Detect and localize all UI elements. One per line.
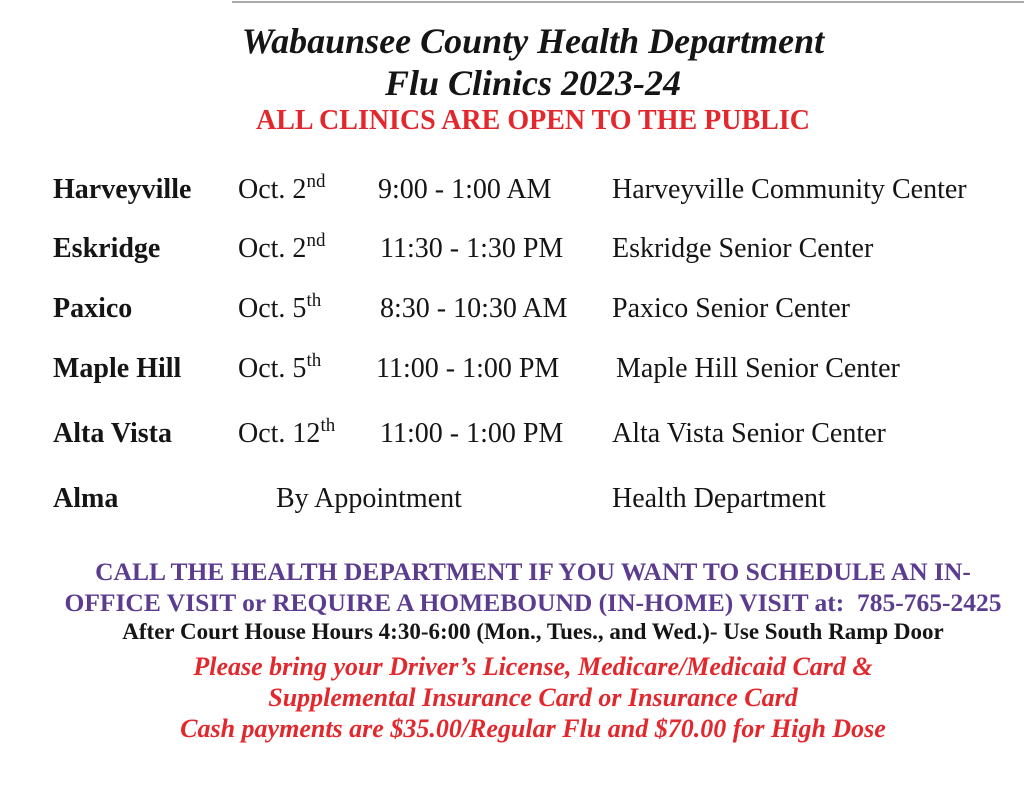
clinic-date-suffix: th (306, 290, 322, 311)
clinic-row-paxico (0, 290, 1024, 324)
phone-number: 785-765-2425 (857, 588, 1002, 617)
clinic-date (238, 171, 326, 205)
clinic-time: 11:30 - 1:30 PM (380, 233, 564, 264)
clinic-time: 11:00 - 1:00 PM (376, 353, 560, 384)
clinic-date-suffix: nd (306, 230, 326, 251)
clinic-location: Paxico (53, 293, 133, 324)
clinic-location: Alta Vista (53, 418, 172, 449)
clinic-venue: Harveyville Community Center (612, 174, 967, 205)
clinic-time: 8:30 - 10:30 AM (380, 293, 568, 324)
clinic-location: Harveyville (53, 174, 192, 205)
after-hours-note: After Court House Hours 4:30-6:00 (Mon., Tues., and Wed.)- Use South Ramp Door (122, 619, 944, 644)
clinic-venue: Eskridge Senior Center (612, 233, 874, 264)
clinic-venue: Maple Hill Senior Center (616, 353, 900, 384)
contact-line-2 (42, 590, 1024, 616)
reminder-line-3: Cash payments are $35.00/Regular Flu and $70.00 for High Dose (180, 714, 886, 743)
clinic-date-suffix: th (320, 415, 336, 436)
clinic-row-alta-vista (0, 415, 1024, 449)
clinic-date-day: Oct. 5 (238, 293, 307, 324)
clinic-location: Eskridge (53, 233, 161, 264)
clinic-venue: Paxico Senior Center (612, 293, 850, 324)
clinic-schedule-note: By Appointment (276, 483, 462, 514)
clinic-time: 9:00 - 1:00 AM (378, 174, 552, 205)
page-subtitle: Flu Clinics 2023-24 (384, 63, 682, 103)
clinic-time: 11:00 - 1:00 PM (380, 418, 564, 449)
clinic-date (238, 350, 322, 384)
reminder-line-2: Supplemental Insurance Card or Insurance Card (268, 683, 798, 712)
clinic-date-suffix: nd (306, 171, 326, 192)
clinic-venue: Health Department (612, 483, 826, 514)
clinic-date (238, 415, 336, 449)
clinic-date-day: Oct. 2 (238, 174, 307, 205)
clinic-row-harveyville (0, 171, 1024, 205)
clinic-date (238, 230, 326, 264)
reminder-line-1: Please bring your Driver’s License, Medicare/Medicaid Card & (193, 652, 873, 681)
clinic-date-day: Oct. 2 (238, 233, 307, 264)
clinic-location: Maple Hill (53, 353, 182, 384)
clinic-row-alma (0, 485, 1024, 513)
public-notice: ALL CLINICS ARE OPEN TO THE PUBLIC (256, 105, 810, 136)
clinic-date (238, 290, 322, 324)
clinic-row-maple-hill (0, 350, 1024, 384)
clinic-venue: Alta Vista Senior Center (612, 418, 886, 449)
page-title: Wabaunsee County Health Department (241, 21, 825, 61)
clinic-row-eskridge (0, 230, 1024, 264)
clinic-location: Alma (53, 483, 119, 514)
contact-line-1: CALL THE HEALTH DEPARTMENT IF YOU WANT TO SCHEDULE AN IN- (95, 557, 971, 586)
clinic-date-day: Oct. 12 (238, 418, 321, 449)
contact-line-2-text: OFFICE VISIT or REQUIRE A HOMEBOUND (IN-HOME) VISIT at: (64, 588, 845, 617)
clinic-date-suffix: th (306, 350, 322, 371)
scan-edge-line (232, 1, 1024, 3)
clinic-date-day: Oct. 5 (238, 353, 307, 384)
